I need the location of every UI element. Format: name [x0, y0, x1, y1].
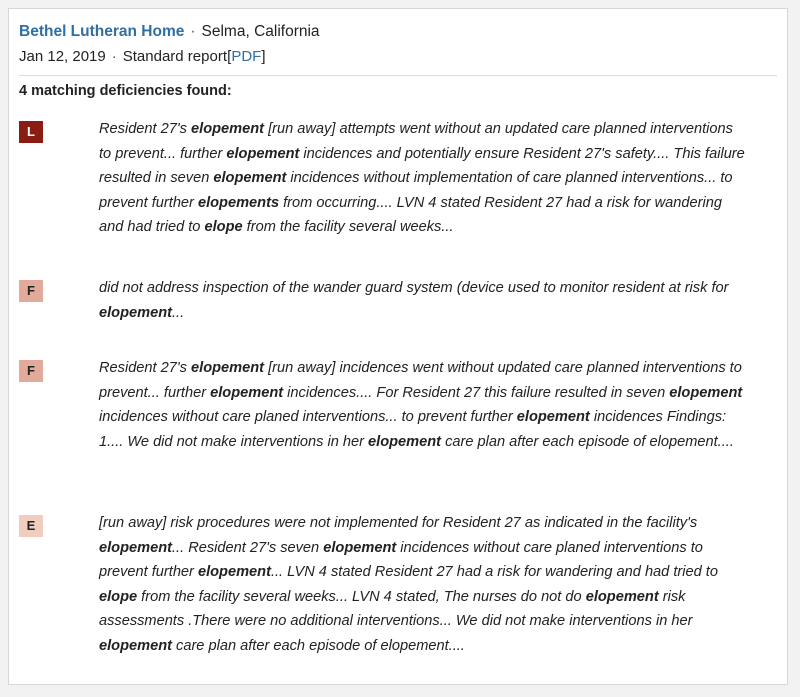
text-segment: incidences without care planed interventions to prevent further	[99, 539, 703, 581]
report-header	[19, 21, 779, 68]
report-type: Standard report	[122, 48, 227, 65]
highlighted-keyword: elopement	[368, 433, 442, 450]
text-segment: incidences without implementation of care planned interventions... to prevent further	[99, 170, 733, 211]
highlighted-keyword: elope	[99, 588, 138, 605]
severity-badge: F	[19, 360, 43, 382]
text-segment: [run away] risk procedures were not implemented for Resident 27 as indicated in the facility's	[99, 515, 698, 531]
facility-location: Selma, California	[201, 23, 320, 40]
highlighted-keyword: elopement	[213, 170, 287, 187]
highlighted-keyword: elope	[204, 219, 243, 236]
highlighted-keyword: elopements	[197, 194, 280, 211]
results-count: 4 matching deficiencies found:	[19, 83, 232, 99]
highlighted-keyword: elopement	[669, 384, 743, 401]
highlighted-keyword: elopement	[210, 384, 284, 401]
text-segment: risk assessments .There were no additional interventions... We did not make interventions in her	[99, 588, 693, 630]
pdf-bracket-open: [	[227, 48, 232, 65]
severity-badge: F	[19, 280, 43, 302]
report-date: Jan 12, 2019	[19, 48, 106, 65]
highlighted-keyword: elopement	[191, 121, 265, 137]
highlighted-keyword: elopement	[99, 304, 172, 321]
pdf-bracket-close: ]	[261, 48, 266, 65]
text-segment: did not address inspection of the wander guard system (device used to monitor resident at risk for	[99, 280, 729, 296]
pdf-link[interactable]: PDF	[231, 48, 262, 65]
text-segment: incidences.... For Resident 27 this failure resulted in seven	[283, 384, 670, 401]
highlighted-keyword: elopement	[99, 539, 172, 556]
severity-badge: L	[19, 121, 43, 143]
text-segment: [run away] incidences went without updated care planned interventions to prevent... further	[99, 360, 742, 401]
text-segment: incidences and potentially ensure Resident 27's safety.... This failure resulted in seven	[99, 145, 745, 187]
highlighted-keyword: elopement	[191, 360, 265, 376]
highlighted-keyword: elopement	[585, 588, 659, 605]
highlighted-keyword: elopement	[99, 637, 172, 654]
highlighted-keyword: elopement	[226, 145, 300, 162]
text-segment: Resident 27's	[99, 360, 192, 376]
text-segment: [run away] attempts went without an updated care planned interventions to prevent... further	[99, 121, 733, 162]
text-segment: ... LVN 4 stated Resident 27 had a risk for wandering and had tried to	[270, 564, 718, 581]
severity-badge: E	[19, 515, 43, 537]
text-segment: Resident 27's	[99, 121, 192, 137]
report-meta-line	[19, 46, 779, 68]
highlighted-keyword: elopement	[516, 409, 590, 426]
header-divider	[19, 75, 777, 76]
facility-line	[19, 21, 779, 43]
text-segment: from the facility several weeks...	[242, 219, 454, 236]
deficiency-text	[99, 117, 747, 240]
report-separator: ·	[111, 48, 117, 65]
text-segment: from the facility several weeks... LVN 4 stated, The nurses do not do	[137, 588, 586, 605]
deficiency-text	[99, 511, 747, 659]
text-segment: care plan after each episode of elopement....	[441, 433, 734, 450]
text-segment: incidences without care planed interventions... to prevent further	[99, 409, 517, 426]
deficiency-text	[99, 356, 747, 454]
text-segment: care plan after each episode of elopement....	[171, 637, 465, 654]
facility-name-link[interactable]: Bethel Lutheran Home	[19, 23, 185, 40]
highlighted-keyword: elopement	[197, 564, 271, 581]
text-segment: from occurring.... LVN 4 stated Resident 27 had a risk for wandering and had tried to	[99, 194, 722, 236]
deficiency-text	[99, 276, 747, 325]
deficiency-report-card	[8, 8, 788, 685]
highlighted-keyword: elopement	[323, 539, 397, 556]
text-segment: incidences Findings: 1.... We did not make interventions in her	[99, 409, 727, 450]
text-segment: ... Resident 27's seven	[171, 539, 324, 556]
text-segment: ...	[171, 304, 185, 321]
facility-separator: ·	[190, 23, 196, 40]
